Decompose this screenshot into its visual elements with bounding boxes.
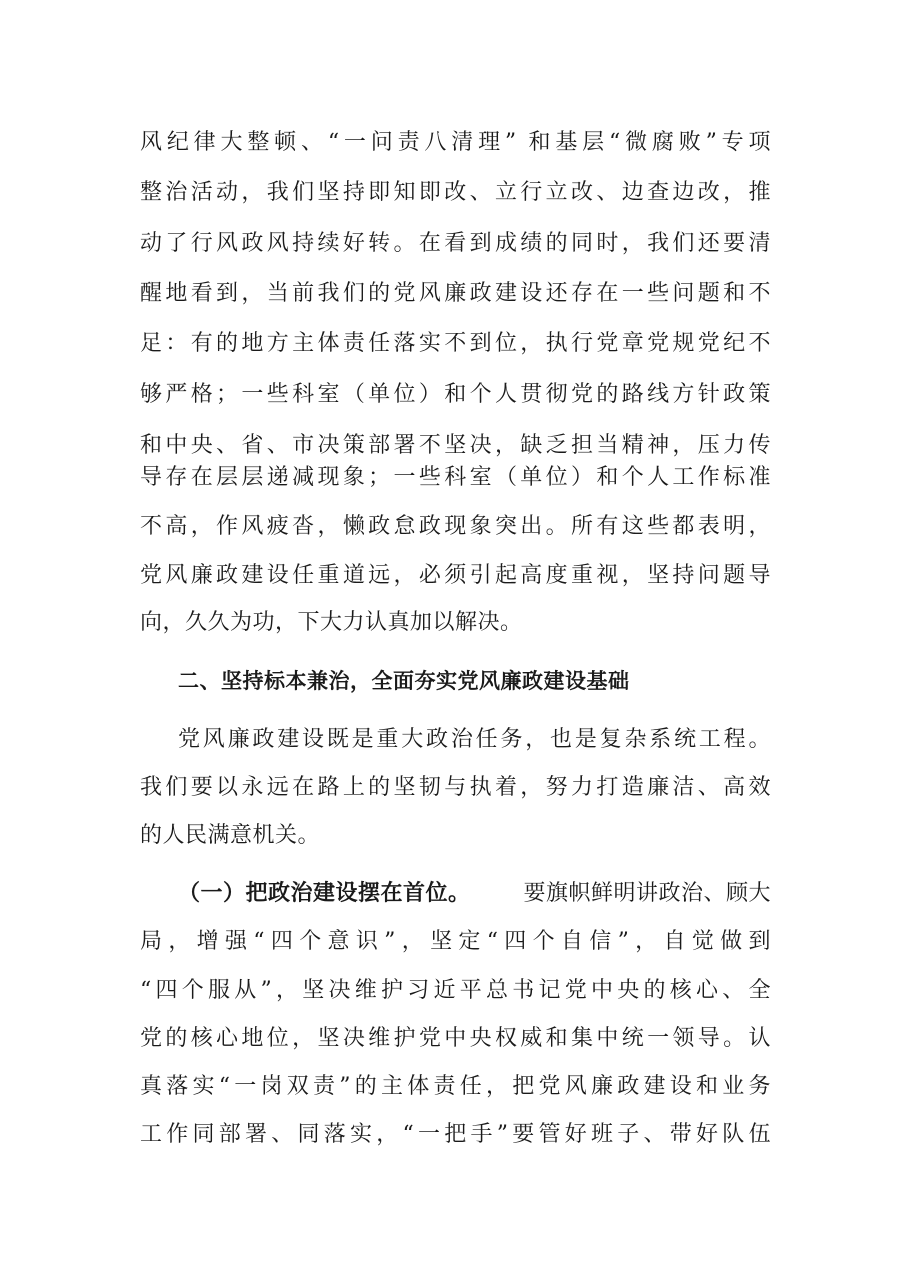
paragraph-line: 够严格；一些科室（单位）和个人贯彻党的路线方针政策 [140,382,771,407]
paragraph-line: 真落实“一岗双责”的主体责任，把党风廉政建设和业务 [140,1074,771,1099]
paragraph-line: 导存在层层递减现象；一些科室（单位）和个人工作标准 [140,465,771,490]
paragraph-line: 动了行风政风持续好转。在看到成绩的同时，我们还要清 [140,231,771,256]
paragraph-line: 醒地看到，当前我们的党风廉政建设还存在一些问题和不 [140,281,771,306]
paragraph-line: 向，久久为功，下大力认真加以解决。 [140,610,523,635]
paragraph-line: 足：有的地方主体责任落实不到位，执行党章党规党纪不 [140,331,771,356]
paragraph-line: 局，增强“四个意识”，坚定“四个自信”，自觉做到 [140,929,771,954]
paragraph-line: “四个服从”，坚决维护习近平总书记党中央的核心、全 [140,978,771,1003]
paragraph-line: 党风廉政建设任重道远，必须引起高度重视，坚持问题导 [140,563,771,588]
paragraph-text: 要旗帜鲜明讲政治、顾大 [523,881,771,906]
paragraph-line: 风纪律大整顿、“一问责八清理” 和基层“微腐败”专项 [140,130,771,155]
section-heading: 二、坚持标本兼治，全面夯实党风廉政建设基础 [178,669,630,693]
paragraph-line: 的人民满意机关。 [140,823,321,848]
paragraph-line: 不高，作风疲沓，懒政怠政现象突出。所有这些都表明， [140,514,771,539]
paragraph-first-line [178,879,771,909]
paragraph-line: 整治活动，我们坚持即知即改、立行立改、边查边改，推 [140,180,771,205]
subsection-title: （一）把政治建设摆在首位。 [178,881,471,906]
paragraph-line: 党的核心地位，坚决维护党中央权威和集中统一领导。认 [140,1026,771,1051]
paragraph-line: 我们要以永远在路上的坚韧与执着，努力打造廉洁、高效 [140,775,771,800]
paragraph-line: 工作同部署、同落实，“一把手”要管好班子、带好队伍 [140,1122,771,1147]
paragraph-line: 党风廉政建设既是重大政治任务，也是复杂系统工程。 [178,727,771,752]
paragraph-line: 和中央、省、市决策部署不坚决，缺乏担当精神，压力传 [140,433,771,458]
